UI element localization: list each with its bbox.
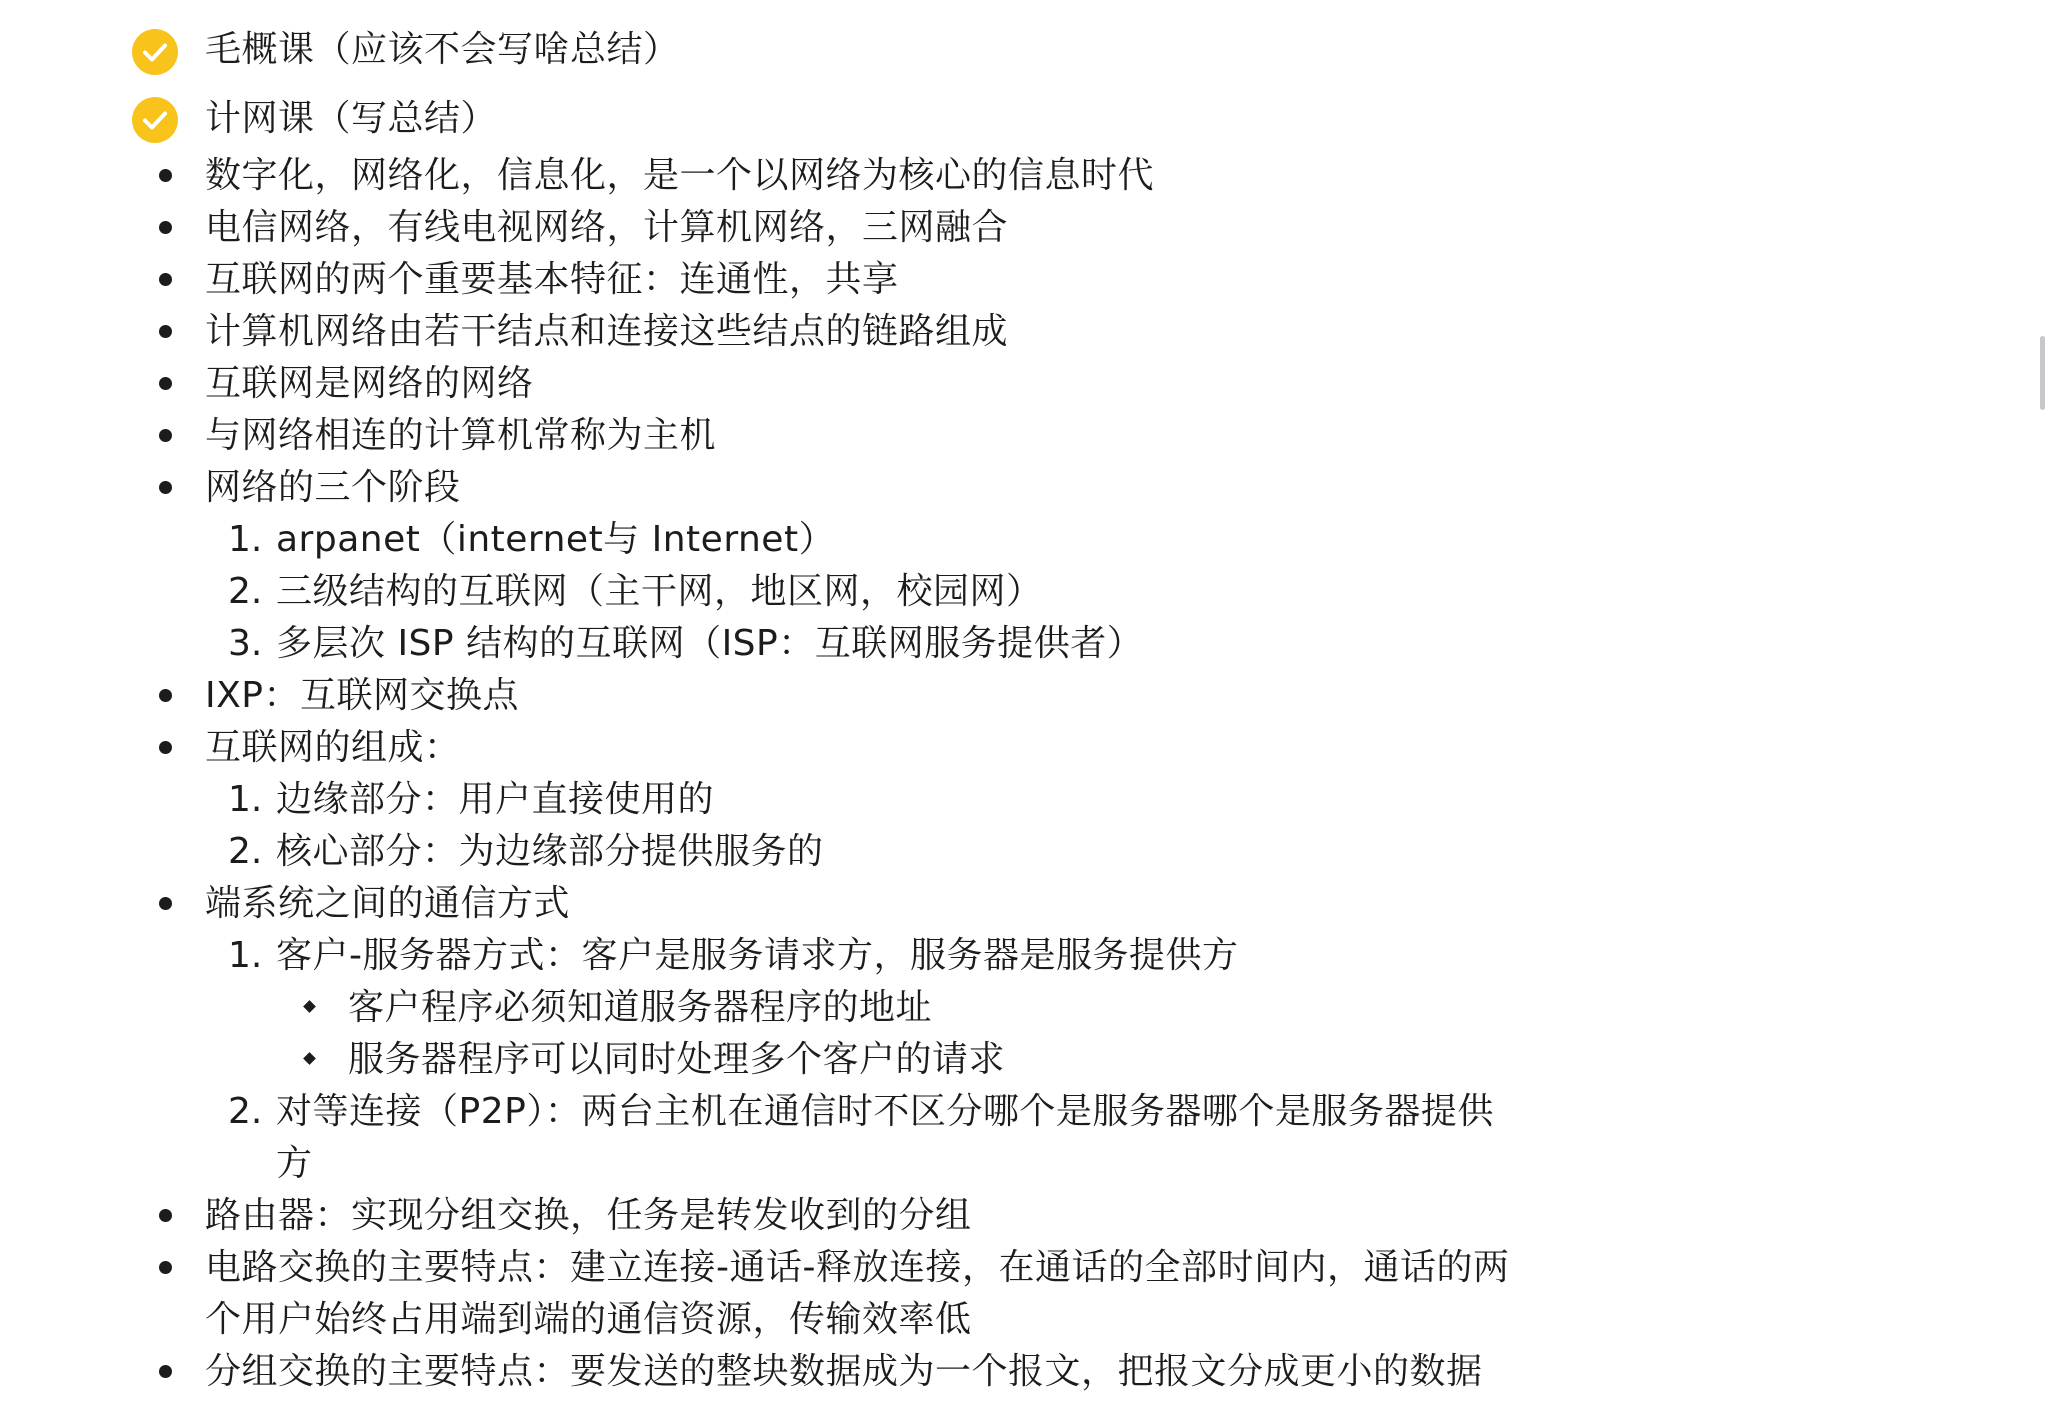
diamond-bullet (303, 1052, 316, 1065)
checkmark-icon (132, 29, 178, 75)
checkmark-icon (132, 97, 178, 143)
bullet-dot (159, 221, 172, 234)
list-item: 网络的三个阶段 (205, 467, 461, 508)
list-number: 1. (228, 935, 263, 976)
sub-list-item: 三级结构的互联网（主干网，地区网，校园网） (276, 571, 1043, 612)
sub-list-item: 核心部分：为边缘部分提供服务的 (276, 831, 824, 872)
bullet-dot (159, 1365, 172, 1378)
list-number: 1. (228, 519, 263, 560)
vertical-scrollbar[interactable] (2040, 336, 2045, 410)
list-number: 3. (228, 623, 263, 664)
list-item: 互联网是网络的网络 (205, 363, 534, 404)
bullet-dot (159, 481, 172, 494)
diamond-bullet (303, 1000, 316, 1013)
list-item: IXP：互联网交换点 (205, 675, 519, 716)
list-item: 电路交换的主要特点：建立连接-通话-释放连接，在通话的全部时间内，通话的两 (205, 1247, 1510, 1288)
checkbox-checked-2[interactable] (132, 97, 178, 143)
bullet-dot (159, 1261, 172, 1274)
bullet-dot (159, 689, 172, 702)
list-number: 1. (228, 779, 263, 820)
task-item-2[interactable]: 计网课（写总结） (205, 98, 498, 139)
list-item: 互联网的组成： (205, 727, 461, 768)
sub-list-item-continued: 方 (276, 1143, 313, 1184)
sub-list-item: 对等连接（P2P）：两台主机在通信时不区分哪个是服务器哪个是服务器提供 (276, 1091, 1494, 1132)
bullet-dot (159, 1209, 172, 1222)
list-item: 分组交换的主要特点：要发送的整块数据成为一个报文，把报文分成更小的数据 (205, 1351, 1483, 1392)
list-item: 路由器：实现分组交换，任务是转发收到的分组 (205, 1195, 972, 1236)
bullet-dot (159, 273, 172, 286)
bullet-dot (159, 377, 172, 390)
bullet-dot (159, 429, 172, 442)
list-item: 与网络相连的计算机常称为主机 (205, 415, 717, 456)
list-item: 数字化，网络化，信息化，是一个以网络为核心的信息时代 (205, 155, 1155, 196)
bullet-dot (159, 897, 172, 910)
bullet-dot (159, 169, 172, 182)
sub-sub-list-item: 客户程序必须知道服务器程序的地址 (348, 987, 933, 1028)
list-number: 2. (228, 1091, 263, 1132)
list-item: 计算机网络由若干结点和连接这些结点的链路组成 (205, 311, 1009, 352)
list-item: 互联网的两个重要基本特征：连通性，共享 (205, 259, 899, 300)
list-item: 端系统之间的通信方式 (205, 883, 571, 924)
sub-list-item: 多层次 ISP 结构的互联网（ISP：互联网服务提供者） (276, 623, 1144, 664)
sub-list-item: arpanet（internet与 Internet） (276, 519, 836, 560)
bullet-dot (159, 741, 172, 754)
task-item-1[interactable]: 毛概课（应该不会写啥总结） (205, 29, 680, 70)
sub-sub-list-item: 服务器程序可以同时处理多个客户的请求 (348, 1039, 1006, 1080)
bullet-dot (159, 325, 172, 338)
sub-list-item: 客户-服务器方式：客户是服务请求方，服务器是服务提供方 (276, 935, 1239, 976)
list-number: 2. (228, 571, 263, 612)
checkbox-checked-1[interactable] (132, 29, 178, 75)
sub-list-item: 边缘部分：用户直接使用的 (276, 779, 715, 820)
list-item-continued: 个用户始终占用端到端的通信资源，传输效率低 (205, 1299, 972, 1340)
list-number: 2. (228, 831, 263, 872)
list-item: 电信网络，有线电视网络，计算机网络，三网融合 (205, 207, 1009, 248)
